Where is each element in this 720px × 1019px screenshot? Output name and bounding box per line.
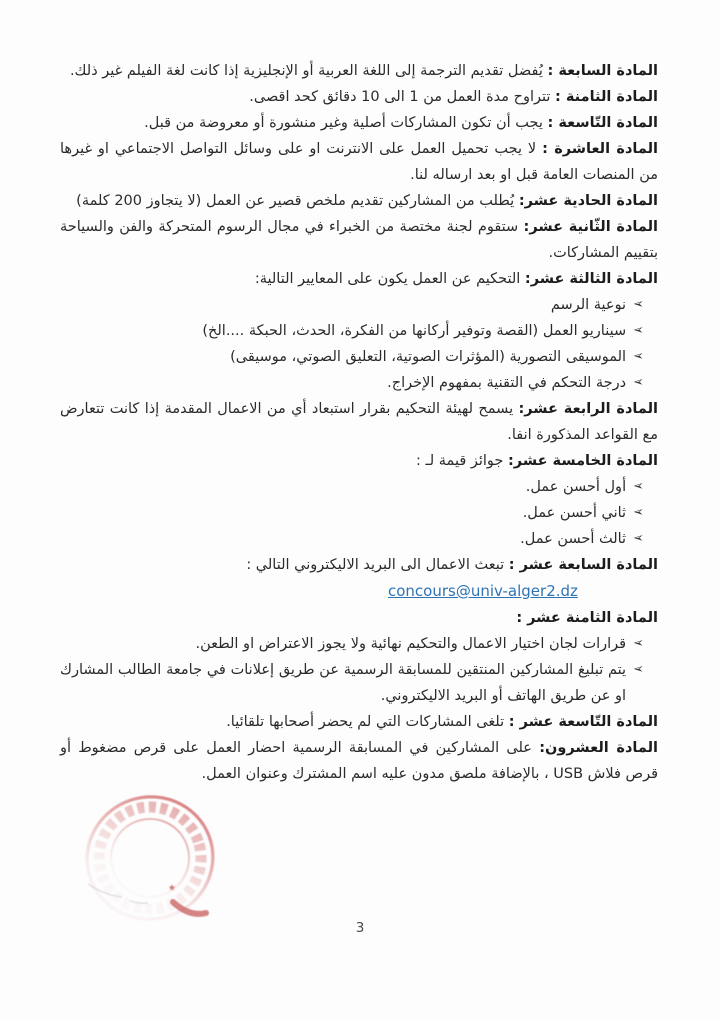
article-11-title: المادة الحادية عشر:	[518, 193, 658, 209]
article-17-title: المادة السابعة عشر :	[508, 557, 658, 573]
page-number: 3	[355, 920, 365, 936]
article-9	[60, 110, 658, 136]
stamp-star-icon: ٭	[167, 878, 176, 896]
article-18-item	[60, 631, 644, 657]
criteria-item-text: سيناريو العمل (القصة وتوفير أركانها من الفكرة، الحدث، الحبكة ....الخ)	[202, 323, 627, 339]
article-14-title: المادة الرابعة عشر:	[518, 401, 658, 417]
article-8-text: تتراوح مدة العمل من 1 الى 10 دقائق كحد اقصى.	[249, 89, 551, 105]
arrow-bullet-icon: ➢	[633, 505, 644, 520]
arrow-bullet-icon: ➢	[633, 662, 644, 677]
article-14-text: يسمح لهيئة التحكيم بقرار استبعاد أي من الاعمال المقدمة إذا كانت تتعارض مع القواعد المذكورة انفا.	[60, 401, 658, 443]
article-15-title: المادة الخامسة عشر:	[508, 453, 658, 469]
prize-item	[60, 526, 644, 552]
article-19-title: المادة التّاسعة عشر :	[508, 714, 658, 730]
prize-item	[60, 500, 644, 526]
article-18-item-text: يتم تبليغ المشاركين المنتقين للمسابقة الرسمية عن طريق إعلانات في جامعة الطالب المشارك او عن طريق الهاتف أو البريد الاليكتروني.	[60, 662, 627, 704]
article-13	[60, 266, 658, 292]
article-20-text: على المشاركين في المسابقة الرسمية احضار العمل على قرص مضغوط أو قرص فلاش USB ، بالإضافة ملصق مدون عليه اسم المشترك وعنوان العمل.	[60, 740, 658, 782]
criteria-item	[60, 292, 644, 318]
article-18	[60, 605, 658, 631]
article-7	[60, 58, 658, 84]
article-18-item-text: قرارات لجان اختيار الاعمال والتحكيم نهائية ولا يجوز الاعتراض او الطعن.	[195, 636, 627, 652]
article-20-title: المادة العشرون:	[539, 740, 659, 756]
arrow-bullet-icon: ➢	[633, 531, 644, 546]
email-line	[60, 578, 658, 605]
criteria-item-text: الموسيقى التصورية (المؤثرات الصوتية، التعليق الصوتي، موسيقى)	[230, 349, 627, 365]
prize-item-text: أول أحسن عمل.	[525, 479, 627, 495]
article-15-text: جوائز قيمة لـ :	[416, 453, 504, 469]
article-19-text: تلغى المشاركات التي لم يحضر أصحابها تلقائيا.	[226, 714, 505, 730]
article-11	[60, 188, 658, 214]
article-14	[60, 396, 658, 448]
arrow-bullet-icon: ➢	[633, 636, 644, 651]
article-8-title: المادة الثامنة :	[555, 89, 658, 105]
article-9-title: المادة التّاسعة :	[547, 115, 658, 131]
article-18-list	[60, 631, 658, 709]
article-10-title: المادة العاشرة :	[542, 141, 658, 157]
criteria-list	[60, 292, 658, 396]
criteria-item-text: درجة التحكم في التقنية بمفهوم الإخراج.	[387, 375, 627, 391]
article-19	[60, 709, 658, 735]
article-10-text: لا يجب تحميل العمل على الانترنت او على وسائل التواصل الاجتماعي او غيرها من المنصات العامة قبل او بعد ارساله لنا.	[60, 141, 658, 183]
article-17	[60, 552, 658, 578]
article-9-text: يجب أن تكون المشاركات أصلية وغير منشورة أو معروضة من قبل.	[144, 115, 543, 131]
arrow-bullet-icon: ➢	[633, 297, 644, 312]
criteria-item	[60, 344, 644, 370]
article-17-text: تبعث الاعمال الى البريد الاليكتروني التالي :	[246, 557, 505, 573]
article-7-title: المادة السابعة :	[547, 63, 658, 79]
article-13-title: المادة الثالثة عشر:	[524, 271, 658, 287]
article-12	[60, 214, 658, 266]
email-link[interactable]: concours@univ-alger2.dz	[388, 582, 578, 600]
article-12-title: المادة الثّانية عشر:	[523, 219, 659, 235]
article-8	[60, 84, 658, 110]
arrow-bullet-icon: ➢	[633, 349, 644, 364]
prize-list	[60, 474, 658, 552]
article-12-text: ستقوم لجنة مختصة من الخبراء في مجال الرسوم المتحركة والفن والسياحة بتقييم المشاركات.	[60, 219, 658, 261]
arrow-bullet-icon: ➢	[633, 323, 644, 338]
article-18-title: المادة الثامنة عشر :	[516, 610, 658, 626]
arrow-bullet-icon: ➢	[633, 479, 644, 494]
criteria-item	[60, 370, 644, 396]
arrow-bullet-icon: ➢	[633, 375, 644, 390]
prize-item-text: ثالث أحسن عمل.	[520, 531, 627, 547]
article-18-item	[60, 657, 644, 709]
article-11-text: يُطلب من المشاركين تقديم ملخص قصير عن العمل (لا يتجاوز 200 كلمة)	[76, 193, 515, 209]
article-13-text: التحكيم عن العمل يكون على المعايير التالية:	[254, 271, 521, 287]
criteria-item	[60, 318, 644, 344]
article-20	[60, 735, 658, 787]
article-7-text: يُفضل تقديم الترجمة إلى اللغة العربية أو الإنجليزية إذا كانت لغة الفيلم غير ذلك.	[69, 63, 543, 79]
document-body	[60, 58, 658, 787]
criteria-item-text: نوعية الرسم	[550, 297, 627, 313]
prize-item	[60, 474, 644, 500]
article-10	[60, 136, 658, 188]
prize-item-text: ثاني أحسن عمل.	[522, 505, 627, 521]
article-15	[60, 448, 658, 474]
